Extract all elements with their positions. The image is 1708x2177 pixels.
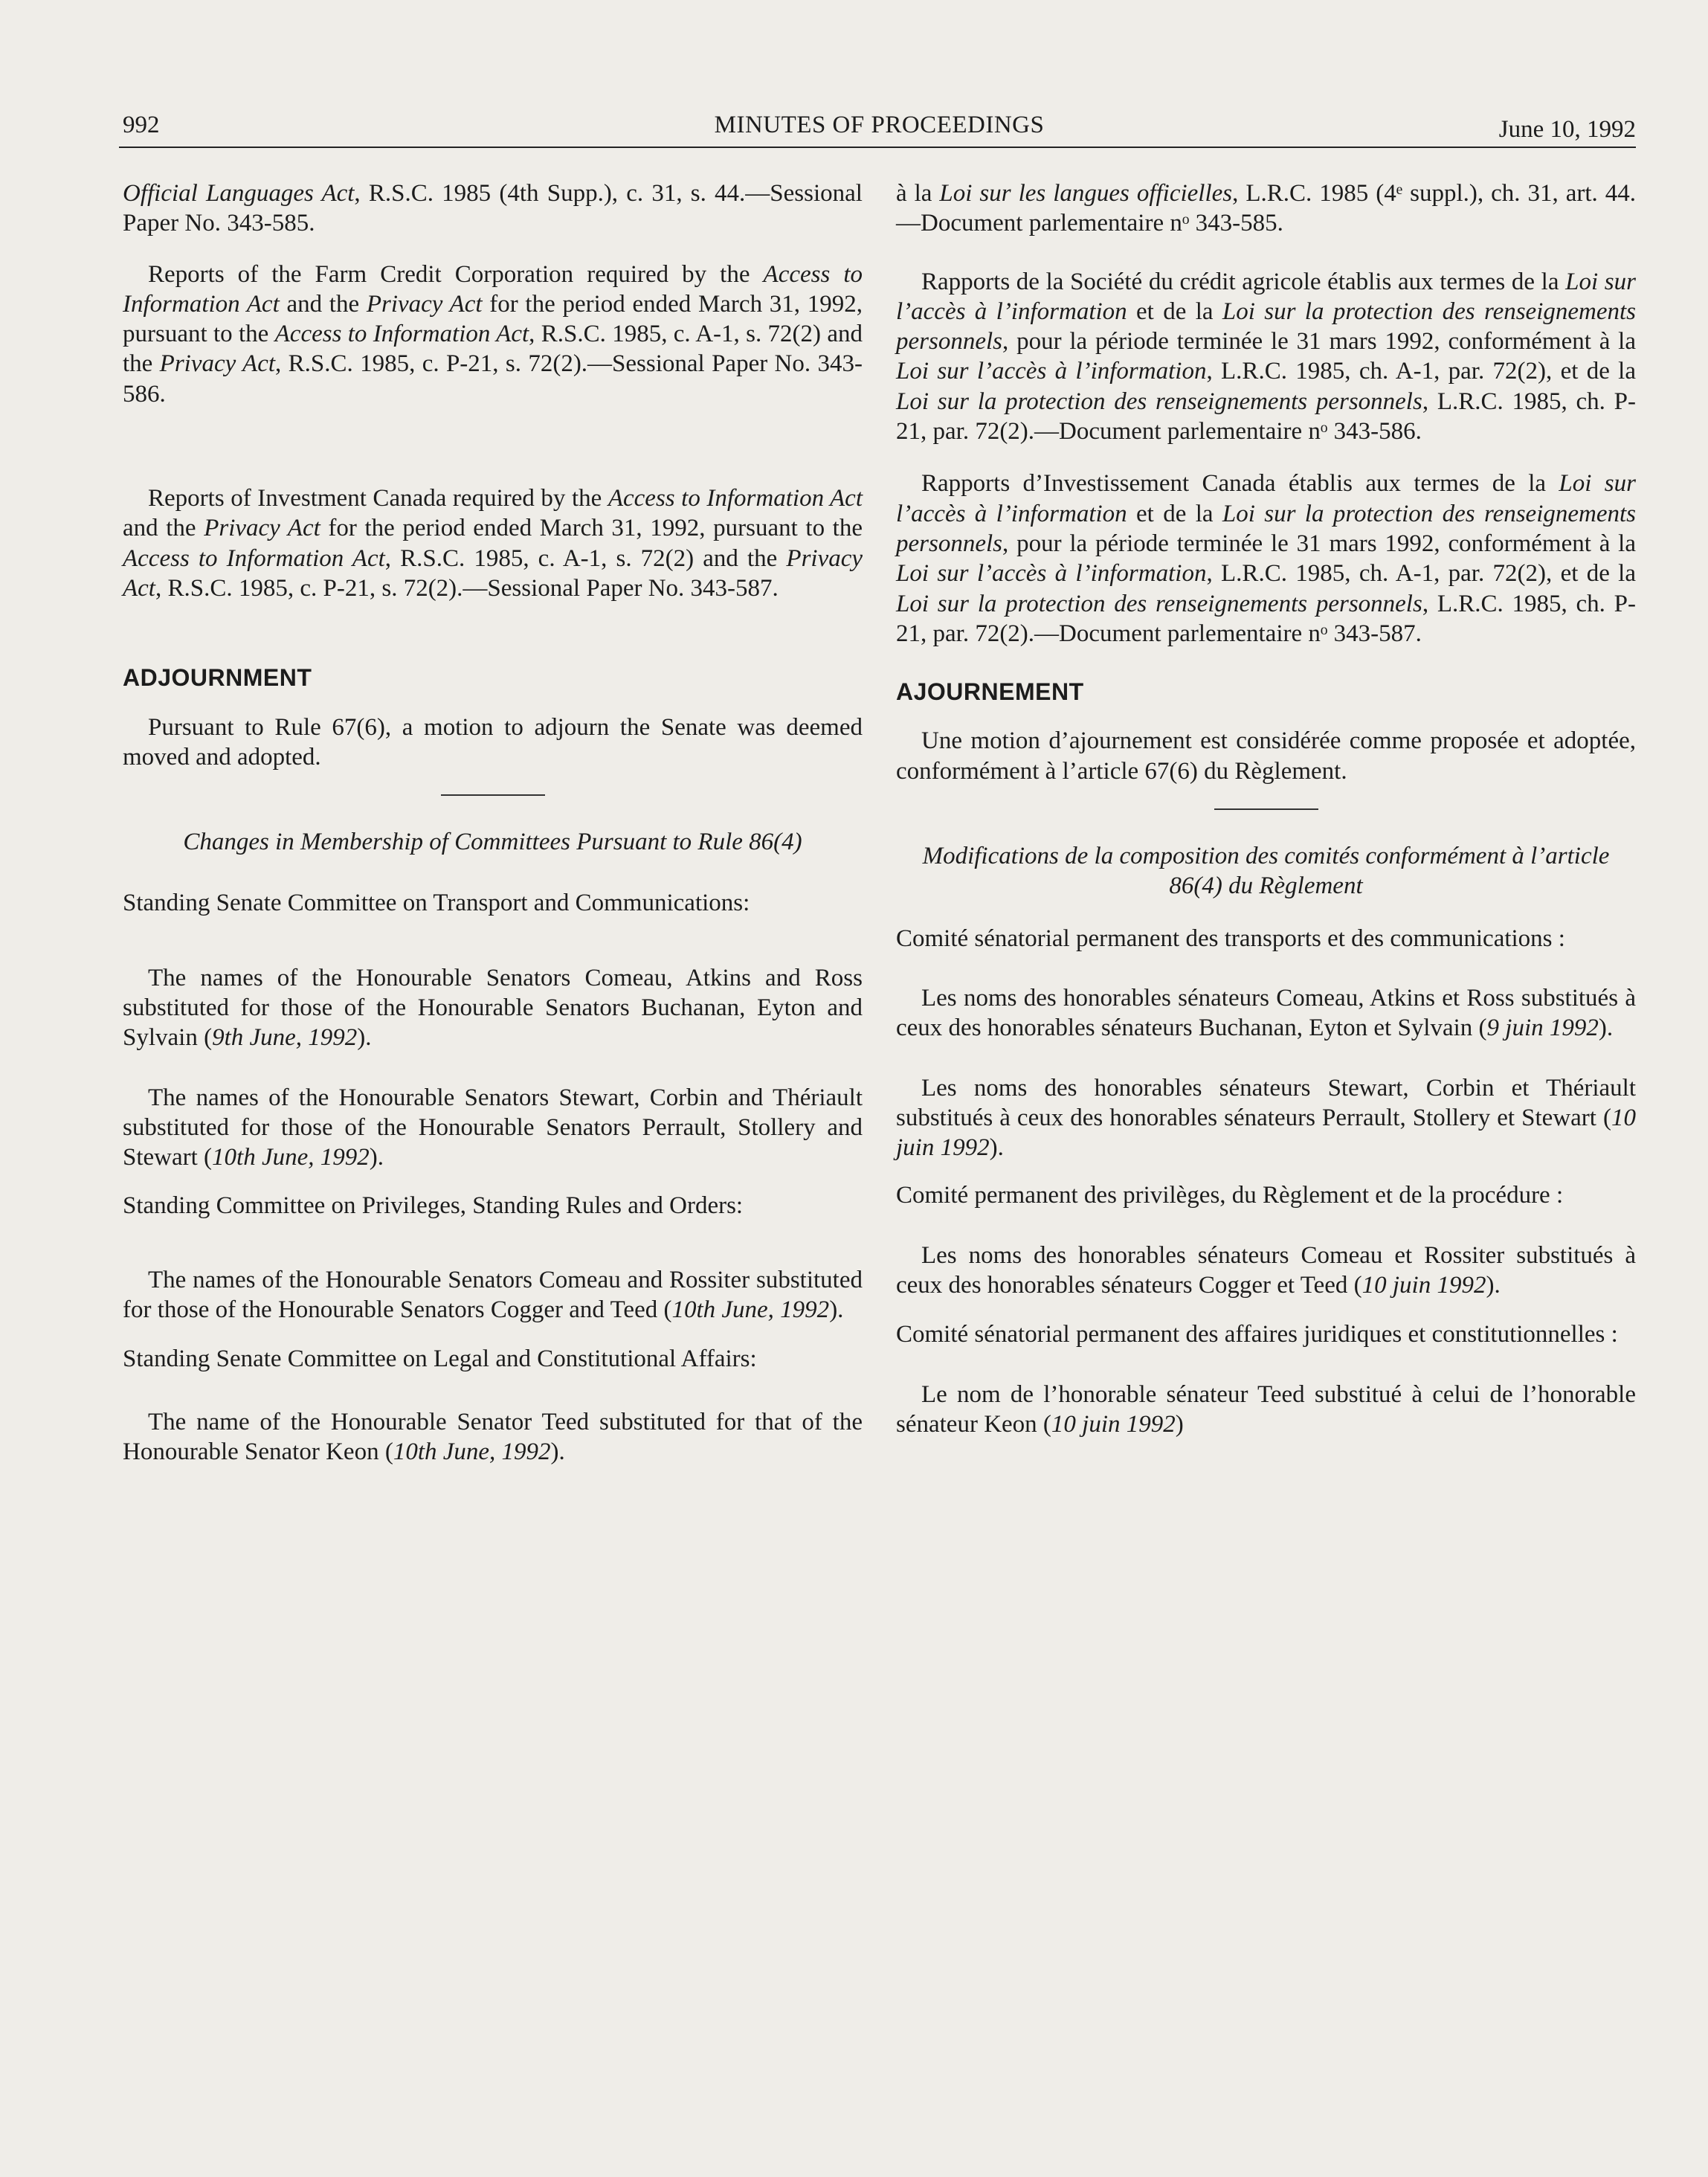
- privileges-change-fr: Les noms des honorables sénateurs Comeau et Rossiter substitués à ceux des honorables sénateurs Cogger et Teed (10 juin 1992).: [896, 1241, 1636, 1299]
- adjournment-text: Pursuant to Rule 67(6), a motion to adjourn the Senate was deemed moved and adopted.: [123, 713, 863, 771]
- ajournement-text: Une motion d’ajournement est considérée comme proposée et adoptée, conformément à l’article 67(6) du Règlement.: [896, 727, 1636, 785]
- committee-legal-title: Standing Senate Committee on Legal and Constitutional Affairs:: [123, 1345, 757, 1373]
- committee-privileges-title: Standing Committee on Privileges, Standing Rules and Orders:: [123, 1192, 744, 1219]
- changes-heading: Changes in Membership of Committees Pursuant to Rule 86(4): [183, 829, 802, 856]
- adjournment-heading: ADJOURNMENT: [123, 664, 312, 692]
- page-number: 992: [123, 112, 160, 138]
- committee-transport-title: Standing Senate Committee on Transport and Communications:: [123, 890, 750, 917]
- french-column: [896, 179, 1636, 1439]
- transports-change-2: Les noms des honorables sénateurs Stewart, Corbin et Thériault substitués à ceux des honorables sénateurs Perrault, Stollery et Stewart (10 juin 1992).: [896, 1074, 1636, 1162]
- page-header: [123, 112, 1636, 150]
- paragraph-langues-officielles: à la Loi sur les langues officielles, L.R.C. 1985 (4ᵉ suppl.), ch. 31, art. 44.—Document parlementaire nᵒ 343-585.: [896, 180, 1636, 237]
- paragraph-investissement-canada: Rapports d’Investissement Canada établis aux termes de la Loi sur l’accès à l’information et de la Loi sur la protection des renseignements personnels, pour la période terminée le 31 mars 1992, conformément à la Loi sur l’accès à l’information, L.R.C. 1985, ch. A-1, par. 72(2), et de la Loi sur la protection des renseignements personnels, L.R.C. 1985, ch. P-21, par. 72(2).—Document parlementaire nᵒ 343-587.: [896, 470, 1637, 647]
- header-date: June 10, 1992: [1498, 116, 1636, 143]
- running-title: MINUTES OF PROCEEDINGS: [714, 112, 1045, 138]
- transport-change-2: The names of the Honourable Senators Stewart, Corbin and Thériault substituted for those of the Honourable Senators Perrault, Stollery and Stewart (10th June, 1992).: [123, 1084, 863, 1171]
- paragraph-farm-credit: Reports of the Farm Credit Corporation required by the Access to Information Act and the Privacy Act for the period ended March 31, 1992, pursuant to the Access to Information Act, R.S.C. 1985, c. A-1, s. 72(2) and the Privacy Act, R.S.C. 1985, c. P-21, s. 72(2).—Sessional Paper No. 343-586.: [123, 260, 863, 408]
- paragraph-official-languages: Official Languages Act, R.S.C. 1985 (4th Supp.), c. 31, s. 44.—Sessional Paper No. 343-585.: [123, 180, 863, 237]
- transports-change-1: Les noms des honorables sénateurs Comeau, Atkins et Ross substitués à ceux des honorables sénateurs Buchanan, Eyton et Sylvain (9 juin 1992).: [896, 984, 1636, 1042]
- paragraph-investment-canada: Reports of Investment Canada required by the Access to Information Act and the Privacy Act for the period ended March 31, 1992, pursuant to the Access to Information Act, R.S.C. 1985, c. A-1, s. 72(2) and the Privacy Act, R.S.C. 1985, c. P-21, s. 72(2).—Sessional Paper No. 343-587.: [123, 485, 863, 602]
- modifications-heading: Modifications de la composition des comités conformément à l’article 86(4) du Règlement: [922, 843, 1610, 900]
- comite-transports-title: Comité sénatorial permanent des transports et des communications :: [896, 924, 1565, 952]
- legal-change-1: The name of the Honourable Senator Teed substituted for that of the Honourable Senator Keon (10th June, 1992).: [123, 1408, 863, 1466]
- comite-juridiques-title: Comité sénatorial permanent des affaires juridiques et constitutionnelles :: [896, 1321, 1618, 1348]
- english-column: [123, 179, 863, 1467]
- paragraph-credit-agricole: Rapports de la Société du crédit agricole établis aux termes de la Loi sur l’accès à l’information et de la Loi sur la protection des renseignements personnels, pour la période terminée le 31 mars 1992, conformément à la Loi sur l’accès à l’information, L.R.C. 1985, ch. A-1, par. 72(2), et de la Loi sur la protection des renseignements personnels, L.R.C. 1985, ch. P-21, par. 72(2).—Document parlementaire nᵒ 343-586.: [896, 268, 1637, 446]
- juridiques-change-1: Le nom de l’honorable sénateur Teed substitué à celui de l’honorable sénateur Keon (10 juin 1992): [896, 1380, 1636, 1438]
- privileges-change-1: The names of the Honourable Senators Comeau and Rossiter substituted for those of the Honourable Senators Cogger and Teed (10th June, 1992).: [123, 1266, 863, 1324]
- ajournement-heading: AJOURNEMENT: [896, 678, 1084, 706]
- comite-privileges-title: Comité permanent des privilèges, du Règlement et de la procédure :: [896, 1182, 1564, 1209]
- transport-change-1: The names of the Honourable Senators Comeau, Atkins and Ross substituted for those of the Honourable Senators Buchanan, Eyton and Sylvain (9th June, 1992).: [123, 964, 863, 1052]
- header-rule: [119, 147, 1636, 148]
